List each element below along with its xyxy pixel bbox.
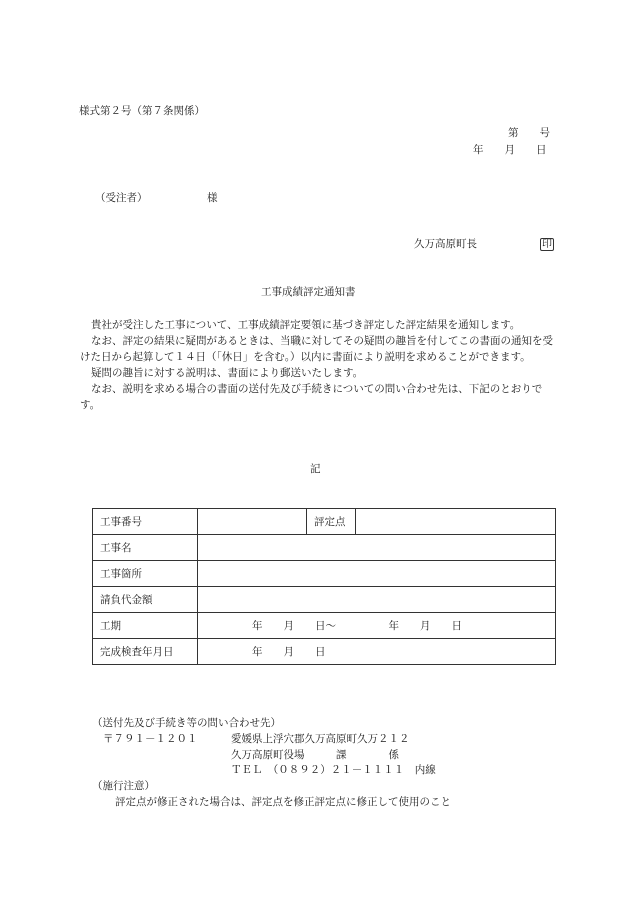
seal-text: 印 bbox=[542, 239, 552, 250]
label-project-name: 工事名 bbox=[93, 535, 198, 561]
label-construction-period: 工期 bbox=[93, 613, 198, 639]
contact-office: 久万高原町役場 課 係 bbox=[231, 749, 399, 761]
form-id: 様式第２号（第７条関係） bbox=[79, 105, 205, 117]
sender-name: 久万高原町長 bbox=[414, 238, 477, 250]
seal-mark bbox=[540, 235, 554, 250]
contact-heading: （送付先及び手続き等の問い合わせ先） bbox=[92, 717, 281, 729]
label-contract-amount: 請負代金額 bbox=[93, 587, 198, 613]
value-contract-amount bbox=[198, 587, 556, 613]
ki-heading: 記 bbox=[310, 463, 321, 475]
body-paragraph: なお、説明を求める場合の書面の送付先及び手続きについての問い合わせ先は、下記のとおりです。 bbox=[80, 383, 543, 411]
body-paragraph: 貴社が受注した工事について、工事成績評定要領に基づき評定した評定結果を通知します。 bbox=[91, 319, 521, 331]
value-project-location bbox=[198, 561, 556, 587]
label-inspection-date: 完成検査年月日 bbox=[93, 639, 198, 665]
table-row bbox=[93, 561, 556, 587]
body-paragraph: 疑問の趣旨に対する説明は、書面により郵送いたします。 bbox=[91, 367, 364, 379]
notes-heading: （施行注意） bbox=[92, 780, 155, 792]
document-title: 工事成績評定通知書 bbox=[261, 286, 356, 298]
table-row bbox=[93, 639, 556, 665]
value-project-number bbox=[198, 509, 307, 535]
contact-address: 愛媛県上浮穴郡久万高原町久万２１２ bbox=[231, 733, 410, 745]
value-construction-period: 年 月 日～ 年 月 日 bbox=[198, 613, 556, 639]
contact-tel: ＴＥＬ （０８９２）２１－１１１１ 内線 bbox=[231, 764, 436, 776]
notes-text: 評定点が修正された場合は、評定点を修正評定点に修正して使用のこと bbox=[115, 796, 451, 808]
project-info-table bbox=[92, 508, 556, 665]
body-text bbox=[80, 317, 558, 413]
document-date: 年 月 日 bbox=[473, 144, 547, 156]
value-project-name bbox=[198, 535, 556, 561]
recipient-label: （受注者） bbox=[95, 192, 148, 204]
value-inspection-date: 年 月 日 bbox=[198, 639, 556, 665]
table-row bbox=[93, 613, 556, 639]
label-project-location: 工事箇所 bbox=[93, 561, 198, 587]
document-number: 第 号 bbox=[508, 127, 550, 139]
label-project-number: 工事番号 bbox=[93, 509, 198, 535]
table-row bbox=[93, 587, 556, 613]
recipient-honorific: 様 bbox=[207, 192, 218, 204]
contact-postal: 〒７９１－１２０１ bbox=[103, 733, 198, 745]
table-row bbox=[93, 509, 556, 535]
body-paragraph: なお、評定の結果に疑問があるときは、当職に対してその疑問の趣旨を付してこの書面の通知を受けた日から起算して１４日（「休日」を含む。）以内に書面により説明を求めることができます。 bbox=[80, 335, 553, 363]
label-score: 評定点 bbox=[307, 509, 356, 535]
table-row bbox=[93, 535, 556, 561]
value-score bbox=[356, 509, 556, 535]
